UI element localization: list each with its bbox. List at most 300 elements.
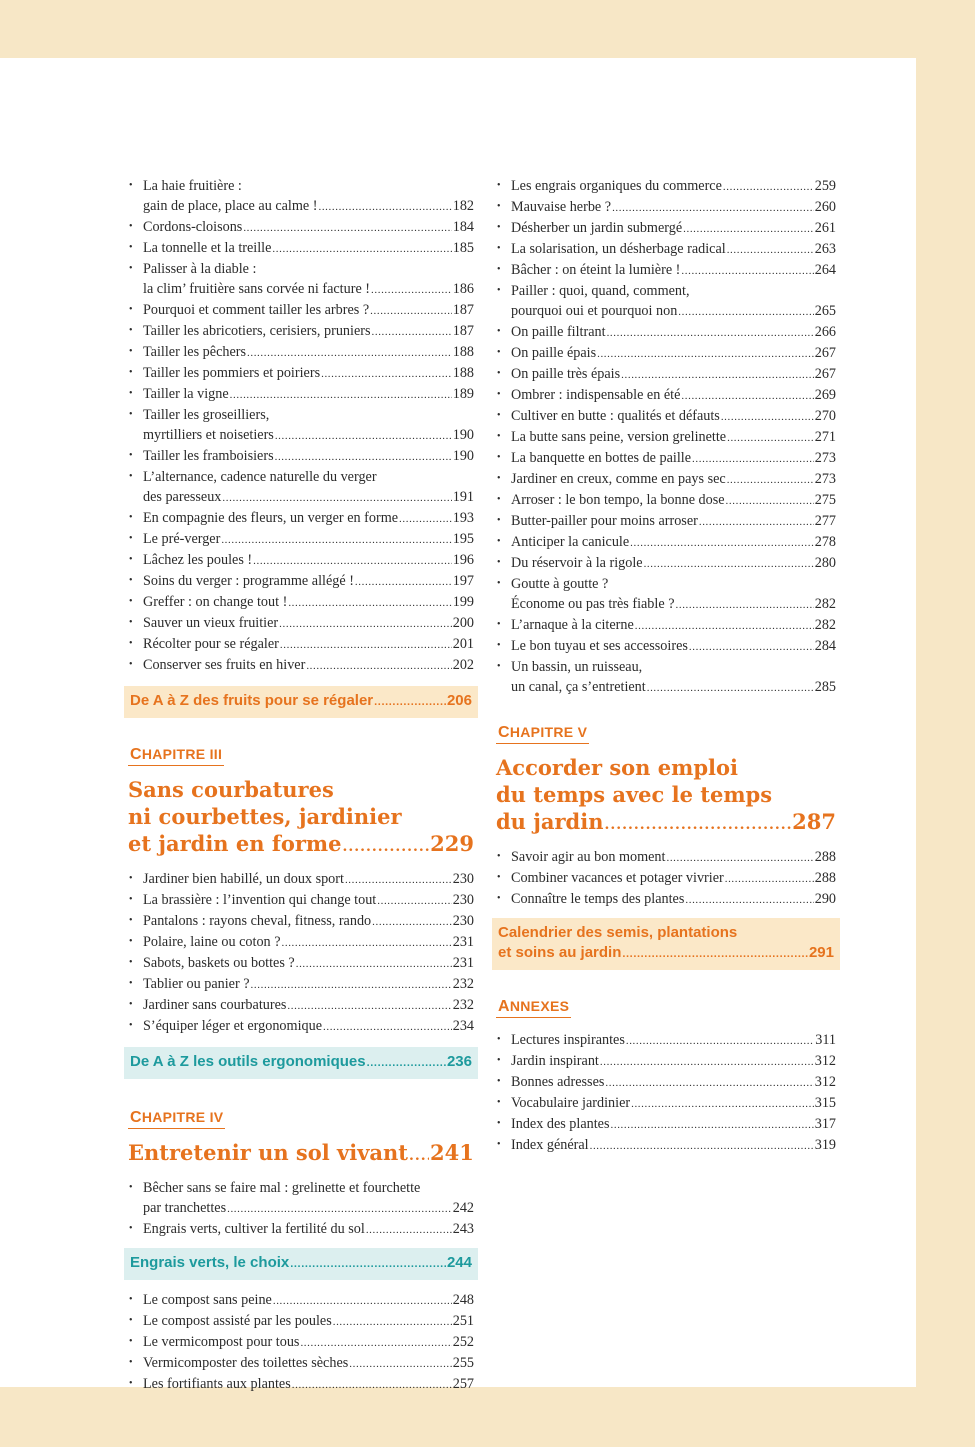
toc-entry [496,1051,836,1072]
band-title-line1: Calendrier des semis, plantations [498,924,738,941]
toc-entry-title: • Pourquoi et comment tailler les arbres ? [143,302,370,318]
toc-list-compost [128,1290,474,1395]
toc-entry [496,427,836,448]
toc-entry-title: • Tailler les abricotiers, cerisiers, pruniers [143,323,371,339]
band-title: et soins au jardin [498,944,622,961]
toc-entry-title: • Les engrais organiques du commerce [511,178,722,194]
dot-leader [631,1094,814,1114]
chapter-5-label: CHAPITRE V [496,724,589,744]
dot-leader [600,1052,814,1072]
toc-entry [496,553,836,574]
toc-entry-title: • Index général [511,1137,589,1153]
toc-entry-page: 182 [452,198,474,214]
toc-entry-title: • Tablier ou panier ? [143,976,250,992]
toc-entry-page: 317 [814,1116,836,1132]
toc-entry-page: 230 [452,871,474,887]
chapter-5-title: Accorder son emploi du temps avec le temps du jardin ..... 287 [496,754,836,839]
dot-leader [306,656,451,676]
toc-entry-page: 277 [814,513,836,529]
toc-entry-title: • La solarisation, un désherbage radical [511,241,726,257]
toc-entry [496,636,836,657]
toc-entry-title: pourquoi oui et pourquoi non [511,303,678,319]
toc-entry-page: 252 [452,1334,474,1350]
toc-entry [128,176,474,217]
toc-entry [496,657,836,698]
toc-entry-title-line1: • L’alternance, cadence naturelle du verger [143,469,377,485]
toc-entry [496,615,836,636]
dot-leader [605,1073,813,1093]
toc-entry-title: • Le compost assisté par les poules [143,1313,332,1329]
toc-entry [496,1093,836,1114]
toc-entry-page: 260 [814,199,836,215]
toc-entry [128,238,474,259]
dot-leader [318,197,451,217]
dot-leader [725,869,814,889]
toc-entry-title: • Soins du verger : programme allégé ! [143,573,354,589]
toc-entry [128,911,474,932]
toc-entry [128,613,474,634]
toc-entry [128,1374,474,1395]
toc-entry-title: • Du réservoir à la rigole [511,555,643,571]
toc-entry-page: 275 [814,492,836,508]
dot-leader [371,280,452,300]
toc-entry-title: • Jardiner sans courbatures [143,997,287,1013]
toc-entry-title: • S’équiper léger et ergonomique [143,1018,322,1034]
dot-leader [333,1312,452,1332]
toc-entry-page: 188 [452,344,474,360]
dot-leader [372,912,452,932]
toc-entry-page: 196 [452,552,474,568]
dot-leader [681,261,813,281]
toc-entry-title: • Conserver ses fruits en hiver [143,657,306,673]
toc-entry-page: 273 [814,450,836,466]
dot-leader [321,364,452,384]
toc-entry-page: 284 [814,638,836,654]
toc-entry-page: 267 [814,345,836,361]
toc-entry-title: • Engrais verts, cultiver la fertilité du sol [143,1221,365,1237]
toc-entry-title: • Le vermicompost pour tous [143,1334,300,1350]
toc-entry-title: • Mauvaise herbe ? [511,199,612,215]
dot-leader [282,933,452,953]
toc-entry [128,1016,474,1037]
section-band-outils [124,1047,478,1079]
toc-entry-page: 248 [452,1292,474,1308]
toc-entry-title-line1: • Palisser à la diable : [143,261,257,277]
toc-entry-page: 189 [452,386,474,402]
dot-leader [230,385,452,405]
toc-entry-title: Économe ou pas très fiable ? [511,596,675,612]
toc-entry-title: • L’arnaque à la citerne [511,617,634,633]
toc-entry-title: • Connaître le temps des plantes [511,891,685,907]
toc-entry [128,405,474,446]
toc-entry-page: 319 [814,1137,836,1153]
dot-leader [292,1375,452,1395]
toc-list-courbatures [128,869,474,1037]
toc-entry-title: • Vocabulaire jardinier [511,1095,631,1111]
dot-leader [681,386,813,406]
dot-leader [349,1354,451,1374]
toc-entry [128,953,474,974]
toc-entry-title: la clim’ fruitière sans corvée ni facture ! [143,281,371,297]
toc-entry-title: • Anticiper la canicule [511,534,630,550]
toc-entry-page: 184 [452,219,474,235]
toc-entry [128,321,474,342]
dot-leader [221,530,451,550]
toc-list-verger [128,176,474,676]
toc-entry [128,592,474,613]
dot-leader [607,323,814,343]
toc-entry [496,343,836,364]
dot-leader [300,1333,451,1353]
toc-entry-title: • Greffer : on change tout ! [143,594,288,610]
toc-entry-title: • Tailler la vigne [143,386,229,402]
toc-entry [496,322,836,343]
toc-entry-title: • Jardiner bien habillé, un doux sport [143,871,344,887]
toc-entry [496,239,836,260]
dot-leader [275,447,452,467]
band-page: 236 [446,1053,472,1070]
dot-leader [345,870,452,890]
toc-entry-title: • La tonnelle et la treille [143,240,272,256]
band-title: Engrais verts, le choix [130,1254,290,1271]
toc-entry-page: 234 [452,1018,474,1034]
dot-leader [621,365,814,385]
dot-leader [723,177,814,197]
toc-entry-title: • Combiner vacances et potager vivrier [511,870,724,886]
toc-entry-title: • Tailler les framboisiers [143,448,274,464]
toc-entry-title: par tranchettes [143,1200,227,1216]
toc-entry-page: 195 [452,531,474,547]
toc-entry-page: 315 [814,1095,836,1111]
toc-entry-title-line1: • Un bassin, un ruisseau, [511,659,643,675]
toc-entry-page: 265 [814,303,836,319]
toc-list-annexes [496,1030,836,1156]
toc-entry-page: 264 [814,262,836,278]
dot-leader [377,891,451,911]
chapter-5-page: 287 [792,809,836,834]
dot-leader [273,1291,452,1311]
toc-entry-page: 280 [814,555,836,571]
toc-entry [128,384,474,405]
toc-entry [128,655,474,676]
toc-entry [496,1072,836,1093]
toc-entry-page: 231 [452,934,474,950]
band-page: 291 [808,944,834,961]
toc-entry-title-line1: • Goutte à goutte ? [511,576,609,592]
toc-entry [496,176,836,197]
dot-leader [630,533,814,553]
toc-entry [496,260,836,281]
toc-entry [496,469,836,490]
dot-leader [678,302,813,322]
toc-entry [128,869,474,890]
dot-leader [355,572,452,592]
toc-entry [496,281,836,322]
toc-entry-page: 278 [814,534,836,550]
dot-leader [296,954,452,974]
toc-entry [496,868,836,889]
toc-entry-title: • Jardiner en creux, comme en pays sec [511,471,726,487]
toc-entry [128,300,474,321]
dot-leader [692,449,814,469]
toc-entry-title: • Tailler les pêchers [143,344,246,360]
dot-leader [372,322,452,342]
toc-entry-title: • On paille épais [511,345,597,361]
toc-entry-page: 257 [452,1376,474,1392]
toc-entry [128,634,474,655]
toc-entry-page: 266 [814,324,836,340]
chapter-3-page: 229 [430,831,474,856]
dot-leader [323,1017,452,1037]
toc-entry-page: 273 [814,471,836,487]
dot-leader [597,344,814,364]
toc-entry-page: 261 [814,220,836,236]
toc-entry-page: 193 [452,510,474,526]
toc-entry-title: • Le pré-verger [143,531,221,547]
toc-entry-page: 199 [452,594,474,610]
toc-entry [496,1135,836,1156]
dot-leader [726,491,814,511]
toc-entry [496,197,836,218]
dot-leader [251,975,452,995]
toc-entry-title: • Le compost sans peine [143,1292,272,1308]
toc-entry-title-line1: • Tailler les groseilliers, [143,407,270,423]
dot-leader [222,488,451,508]
toc-entry [128,550,474,571]
toc-entry-title: • Ombrer : indispensable en été [511,387,681,403]
chapter-3-label: CHAPITRE III [128,746,224,766]
toc-entry [128,529,474,550]
band-page: 206 [446,692,472,709]
toc-entry-title: • Savoir agir au bon moment [511,849,666,865]
toc-entry [496,889,836,910]
toc-entry-page: 197 [452,573,474,589]
toc-entry-page: 187 [452,302,474,318]
toc-entry-title-line1: • Bêcher sans se faire mal : grelinette et fourchette [143,1180,421,1196]
toc-entry [496,218,836,239]
chapter-4-page: 241 [430,1140,474,1165]
toc-entry-title: des paresseux [143,489,222,505]
toc-entry [128,467,474,508]
toc-entry [128,1311,474,1332]
dot-leader [644,554,814,574]
toc-entry-title: • Lectures inspirantes [511,1032,625,1048]
dot-leader [683,219,814,239]
dot-leader [699,512,814,532]
toc-entry [128,363,474,384]
toc-entry-page: 311 [815,1032,836,1048]
toc-entry-title: • Le bon tuyau et ses accessoires [511,638,688,654]
toc-entry [128,1332,474,1353]
toc-entry-page: 201 [452,636,474,652]
toc-list-temps [496,847,836,910]
toc-entry-title: • Cordons-cloisons [143,219,243,235]
toc-entry-page: 285 [814,679,836,695]
toc-entry-page: 288 [814,849,836,865]
toc-entry-page: 242 [452,1200,474,1216]
dot-leader [676,595,814,615]
toc-entry-title: • Vermicomposter des toilettes sèches [143,1355,349,1371]
toc-entry-page: 263 [814,241,836,257]
toc-entry-title: • Pantalons : rayons cheval, fitness, rando [143,913,372,929]
toc-entry-page: 232 [452,976,474,992]
toc-entry [496,406,836,427]
toc-entry-title: • Cultiver en butte : qualités et défauts [511,408,720,424]
toc-entry [128,995,474,1016]
dot-leader [727,428,814,448]
toc-entry-page: 202 [452,657,474,673]
toc-entry [128,446,474,467]
band-page: 244 [446,1254,472,1271]
toc-entry-page: 282 [814,617,836,633]
toc-entry-title: • Bonnes adresses [511,1074,605,1090]
toc-entry-title: • La butte sans peine, version grelinette [511,429,727,445]
toc-entry [128,1178,474,1219]
toc-entry [496,385,836,406]
toc-entry-page: 269 [814,387,836,403]
toc-entry-title: • On paille filtrant [511,324,606,340]
toc-entry [128,217,474,238]
toc-entry-page: 312 [814,1074,836,1090]
toc-entry-page: 282 [814,596,836,612]
toc-entry-page: 255 [452,1355,474,1371]
toc-entry [128,1290,474,1311]
toc-entry [496,574,836,615]
dot-leader [272,239,451,259]
toc-entry [128,1353,474,1374]
toc-entry-title-line1: • La haie fruitière : [143,178,242,194]
dot-leader [279,614,452,634]
toc-entry-title: gain de place, place au calme ! [143,198,318,214]
toc-entry-title: • Polaire, laine ou coton ? [143,934,281,950]
dot-leader [243,218,451,238]
toc-entry-title: • Bâcher : on éteint la lumière ! [511,262,681,278]
toc-entry-title: • Les fortifiants aux plantes [143,1376,291,1392]
toc-entry [496,1114,836,1135]
toc-entry-page: 290 [814,891,836,907]
dot-leader [635,616,814,636]
dot-leader [253,551,452,571]
toc-entry-page: 188 [452,365,474,381]
toc-entry-page: 186 [452,281,474,297]
toc-entry-title: • Arroser : le bon tempo, la bonne dose [511,492,725,508]
toc-entry-page: 191 [452,489,474,505]
toc-entry [128,932,474,953]
dot-leader [611,1115,814,1135]
toc-entry [128,1219,474,1240]
toc-entry-page: 190 [452,448,474,464]
dot-leader [280,635,452,655]
toc-entry-page: 230 [452,913,474,929]
annexes-label: ANNEXES [496,998,571,1018]
toc-entry-page: 259 [814,178,836,194]
toc-entry-page: 232 [452,997,474,1013]
toc-entry [496,532,836,553]
toc-entry-page: 270 [814,408,836,424]
dot-leader [626,1031,814,1051]
toc-entry-title: • Tailler les pommiers et poiriers [143,365,321,381]
dot-leader [727,240,814,260]
toc-entry-page: 190 [452,427,474,443]
toc-entry [128,508,474,529]
chapter-4-title: Entretenir un sol vivant ..... 241 [128,1139,474,1170]
toc-entry-title: • La brassière : l’invention qui change tout [143,892,377,908]
toc-entry [128,259,474,300]
toc-entry-title: • Sabots, baskets ou bottes ? [143,955,295,971]
dot-leader [689,637,814,657]
dot-leader [721,407,814,427]
dot-leader [647,678,814,698]
dot-leader [366,1220,452,1240]
toc-list-sol [128,1178,474,1240]
toc-entry-page: 288 [814,870,836,886]
toc-entry-title: • La banquette en bottes de paille [511,450,692,466]
band-title: De A à Z des fruits pour se régaler [130,692,374,709]
dot-leader [287,996,451,1016]
toc-entry-page: 267 [814,366,836,382]
toc-entry [128,890,474,911]
toc-entry-page: 251 [452,1313,474,1329]
dot-leader [612,198,814,218]
dot-leader [370,301,452,321]
dot-leader [727,470,814,490]
toc-entry [128,342,474,363]
dot-leader [666,848,813,868]
section-band-engrais [124,1248,478,1280]
toc-entry-page: 271 [814,429,836,445]
dot-leader [247,343,452,363]
page [0,58,916,1392]
toc-entry-title: • Butter-pailler pour moins arroser [511,513,698,529]
toc-list-desherbage [496,176,836,698]
toc-entry [496,511,836,532]
toc-entry [128,974,474,995]
section-band-calendrier [492,918,840,970]
section-band-fruits [124,686,478,718]
toc-entry-page: 200 [452,615,474,631]
toc-entry [496,448,836,469]
toc-entry-page: 231 [452,955,474,971]
dot-leader [227,1199,452,1219]
toc-entry [496,847,836,868]
toc-entry-page: 185 [452,240,474,256]
toc-entry-title: • Récolter pour se régaler [143,636,279,652]
band-title: De A à Z les outils ergonomiques [130,1053,366,1070]
toc-right-column [496,176,836,1156]
toc-entry-title: un canal, ça s’entretient [511,679,646,695]
toc-entry-title: • On paille très épais [511,366,621,382]
toc-entry-title: • Jardin inspirant [511,1053,599,1069]
toc-entry-title: • Lâchez les poules ! [143,552,253,568]
toc-entry-page: 243 [452,1221,474,1237]
toc-entry [496,1030,836,1051]
toc-entry-title-line1: • Pailler : quoi, quand, comment, [511,283,690,299]
toc-entry [128,571,474,592]
toc-entry-page: 312 [814,1053,836,1069]
toc-entry-title: myrtilliers et noisetiers [143,427,274,443]
toc-entry [496,364,836,385]
toc-entry [496,490,836,511]
toc-entry-page: 187 [452,323,474,339]
toc-entry-title: • Index des plantes [511,1116,610,1132]
dot-leader [590,1136,814,1156]
dot-leader [275,426,452,446]
dot-leader [288,593,451,613]
toc-entry-page: 230 [452,892,474,908]
toc-entry-title: • Désherber un jardin submergé [511,220,683,236]
dot-leader [685,890,813,910]
toc-left-column [128,176,474,1395]
